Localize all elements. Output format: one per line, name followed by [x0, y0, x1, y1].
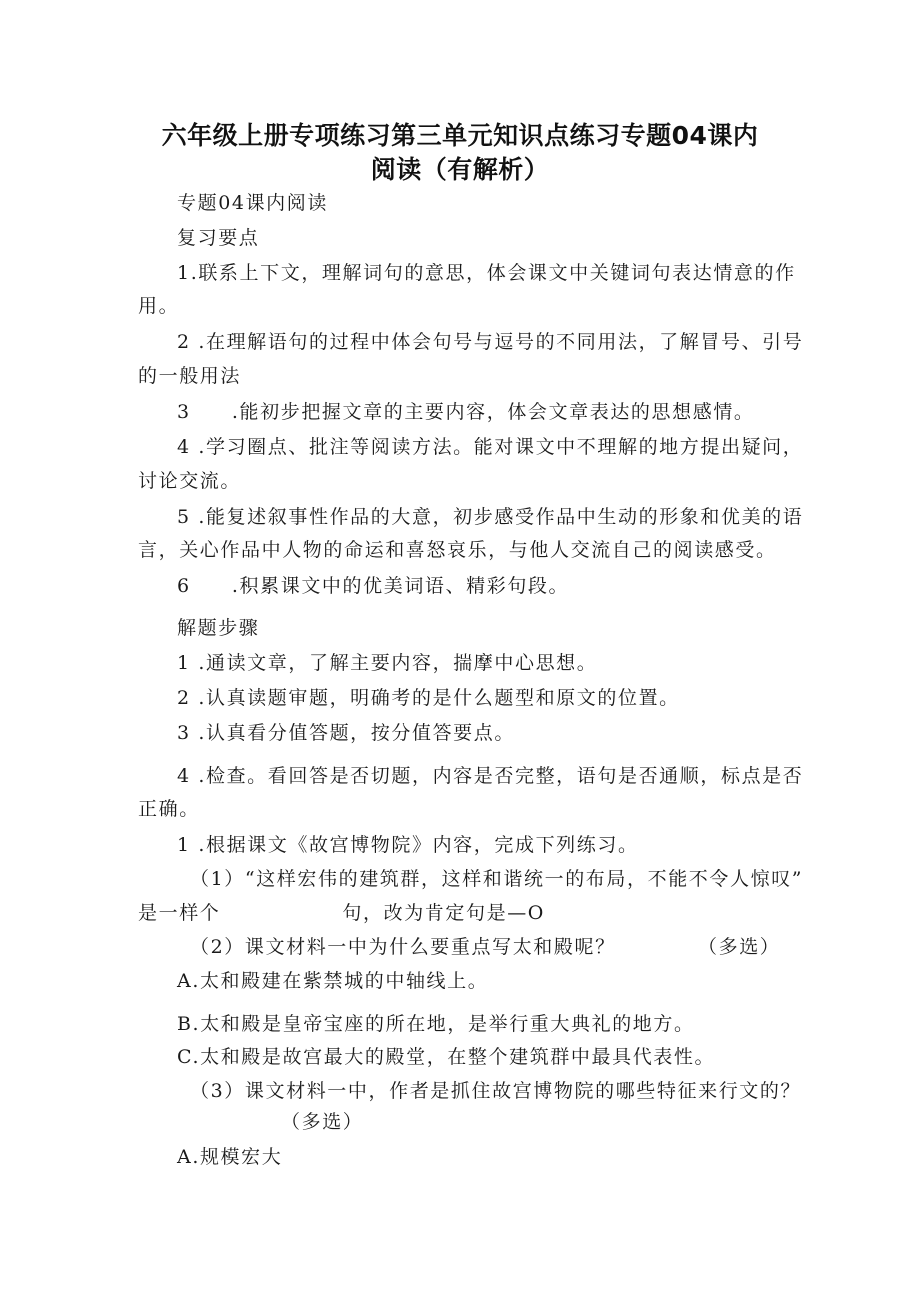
option-3a: A.规模宏大 — [177, 1146, 283, 1168]
option-2a: A.太和殿建在紫禁城的中轴线上。 — [177, 970, 489, 992]
review-point-5-cont: 言，关心作品中人物的命运和喜怒哀乐，与他人交流自己的阅读感受。 — [138, 539, 777, 561]
review-heading: 复习要点 — [177, 227, 260, 249]
review-point-6: 6 .积累课文中的优美词语、精彩句段。 — [177, 575, 570, 597]
steps-heading: 解题步骤 — [177, 617, 260, 639]
step-1: 1 .通读文章，了解主要内容，揣摩中心思想。 — [177, 652, 598, 674]
option-2c: C.太和殿是故宫最大的殿堂，在整个建筑群中最具代表性。 — [177, 1046, 716, 1068]
sub-question-3: （3）课文材料一中，作者是抓住故宫博物院的哪些特征来行文的？ — [190, 1080, 802, 1102]
step-3: 3 .认真看分值答题，按分值答要点。 — [177, 722, 515, 744]
sub-question-2-multi: （多选） — [698, 936, 781, 958]
step-4: 4 .检查。看回答是否切题，内容是否完整，语句是否通顺，标点是否 — [177, 765, 804, 787]
option-2b: B.太和殿是皇帝宝座的所在地，是举行重大典礼的地方。 — [177, 1013, 695, 1035]
sub-question-1-cont — [138, 901, 545, 925]
review-point-2: 2 .在理解语句的过程中体会句号与逗号的不同用法，了解冒号、引号 — [177, 331, 804, 353]
sub-question-1-prefix: 是一样个 — [138, 902, 221, 924]
review-point-4-cont: 讨论交流。 — [138, 470, 242, 492]
document-title-line-1: 六年级上册专项练习第三单元知识点练习专题04课内 — [161, 121, 759, 150]
review-point-3: 3 .能初步把握文章的主要内容，体会文章表达的思想感情。 — [177, 401, 755, 423]
sub-question-1: （1）“这样宏伟的建筑群，这样和谐统一的布局，不能不令人惊叹” — [190, 868, 804, 890]
sub-question-2: （2）课文材料一中为什么要重点写太和殿呢？ — [190, 936, 616, 958]
sub-question-3-multi: （多选） — [281, 1111, 364, 1133]
exercise-question-1: 1 .根据课文《故宫博物院》内容，完成下列练习。 — [177, 834, 639, 856]
review-point-1: 1.联系上下文，理解词句的意思，体会课文中关键词句表达情意的作 — [177, 262, 796, 284]
review-point-1-cont: 用。 — [138, 295, 180, 317]
review-point-5: 5 .能复述叙事性作品的大意，初步感受作品中生动的形象和优美的语 — [177, 506, 804, 528]
step-4-cont: 正确。 — [138, 798, 200, 820]
review-point-4: 4 .学习圈点、批注等阅读方法。能对课文中不理解的地方提出疑问， — [177, 436, 804, 458]
sub-question-1-suffix: 句，改为肯定句是—O — [342, 902, 545, 924]
document-title-line-2: 阅读（有解析） — [370, 155, 550, 184]
topic-heading: 专题04课内阅读 — [177, 192, 328, 214]
step-2: 2 .认真读题审题，明确考的是什么题型和原文的位置。 — [177, 687, 680, 709]
review-point-2-cont: 的一般用法 — [138, 365, 242, 387]
